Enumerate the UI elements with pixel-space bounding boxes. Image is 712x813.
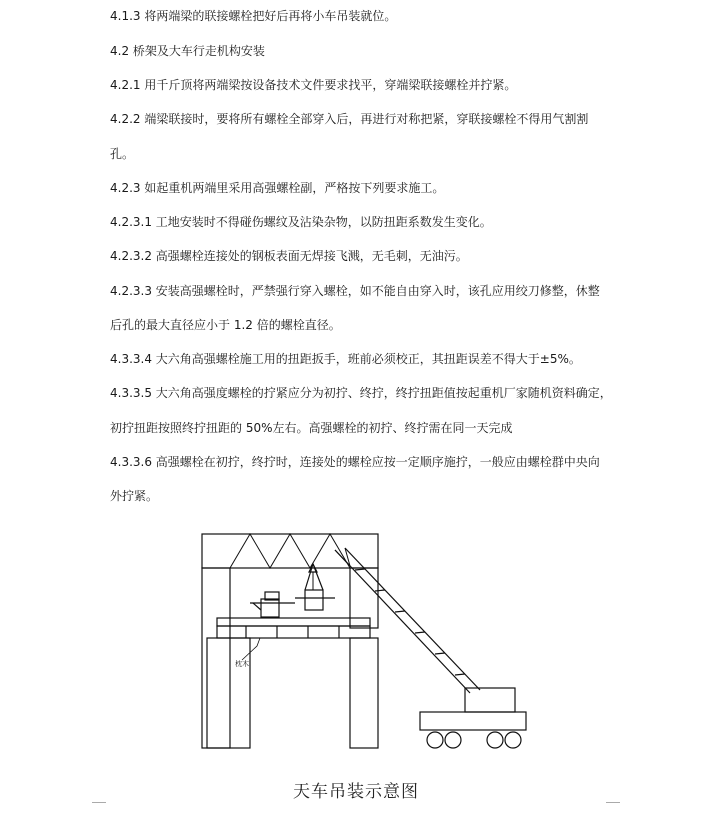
text-line: 外拧紧。 (110, 489, 159, 503)
text-line: 4.2.3 如起重机两端里采用高强螺栓副，严格按下列要求施工。 (110, 181, 445, 195)
text-line: 4.2.3.2 高强螺栓连接处的钢板表面无焊接飞溅，无毛刺，无油污。 (110, 249, 468, 263)
left-column (202, 568, 230, 748)
text-line: 4.2.3.1 工地安装时不得碰伤螺纹及沾染杂物，以防扭距系数发生变化。 (110, 215, 492, 229)
wheel (487, 732, 503, 748)
frame-top-beam (202, 534, 378, 568)
text-line: 4.3.3.6 高强螺栓在初拧，终拧时，连接处的螺栓应按一定顺序施拧，一般应由螺栓群中央向 (110, 455, 600, 469)
wheel (427, 732, 443, 748)
crane-boom (335, 550, 470, 693)
text-line: 4.2.3.3 安装高强螺栓时，严禁强行穿入螺栓，如不能自由穿入时，该孔应用绞刀修整，休整 (110, 284, 600, 298)
lifted-trolley (305, 590, 323, 610)
text-line: 4.3.3.4 大六角高强螺栓施工用的扭距扳手，班前必须校正，其扭距误差不得大于±5%。 (110, 352, 581, 366)
sleeper-label: 枕木 (235, 660, 249, 668)
trolley-body (261, 599, 279, 617)
right-column-upper (350, 568, 378, 628)
support-pier-left (207, 638, 250, 748)
text-line: 4.1.3 将两端梁的联接螺栓把好后再将小车吊装就位。 (110, 9, 397, 23)
text-line: 孔。 (110, 147, 135, 161)
crane-lifting-diagram (195, 528, 535, 758)
crane-cabin (465, 688, 515, 712)
support-pier-right (350, 638, 378, 748)
figure-caption: 天车吊装示意图 (293, 782, 419, 802)
crane-carrier (420, 712, 526, 730)
bridge-deck-top (217, 618, 370, 626)
text-line: 4.2.1 用千斤顶将两端梁按设备技术文件要求找平，穿端梁联接螺栓并拧紧。 (110, 78, 517, 92)
text-line: 4.2.2 端梁联接时，要将所有螺栓全部穿入后，再进行对称把紧，穿联接螺栓不得用气割割 (110, 112, 589, 126)
wheel (505, 732, 521, 748)
text-line: 4.3.3.5 大六角高强度螺栓的拧紧应分为初拧、终拧，终拧扭距值按起重机厂家随机资料确定， (110, 386, 612, 400)
text-line: 初拧扭距按照终拧扭距的 50%左右。高强螺栓的初拧、终拧需在同一天完成 (110, 421, 513, 435)
bridge-deck-bottom (217, 626, 370, 638)
section-heading: 4.2 桥架及大车行走机构安装 (110, 44, 265, 58)
page-corner-mark (606, 802, 620, 811)
text-line: 后孔的最大直径应小于 1.2 倍的螺栓直径。 (110, 318, 341, 332)
page-corner-mark (92, 802, 106, 811)
wheel (445, 732, 461, 748)
truss-lines (230, 534, 350, 568)
